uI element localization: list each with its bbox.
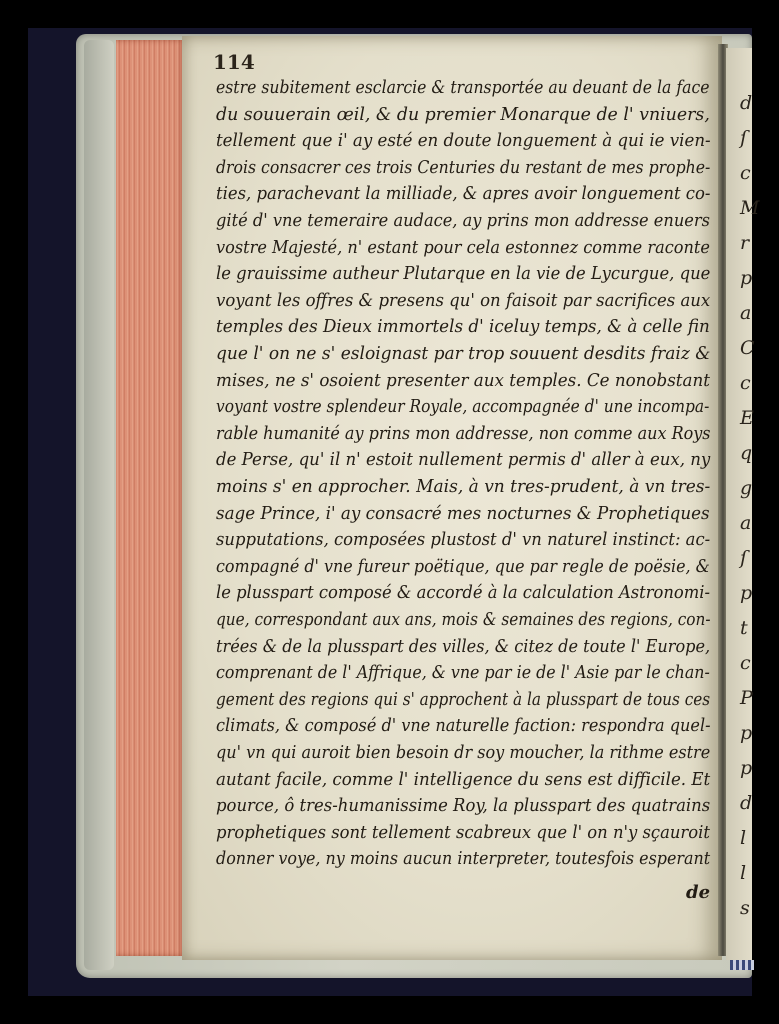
text-line: climats, & composé d' vne naturelle faction: respondra quel- bbox=[216, 716, 711, 737]
facing-page-letter: g bbox=[740, 477, 753, 499]
text-line: de Perse, qu' il n' estoit nullement permis d' aller à eux, ny bbox=[216, 450, 711, 471]
text-line: supputations, composées plustost d' vn naturel instinct: ac- bbox=[216, 530, 711, 551]
text-line: comprenant de l' Affrique, & vne par ie de l' Asie par le chan- bbox=[216, 663, 710, 684]
facing-page-letter: a bbox=[740, 302, 752, 324]
facing-page-letter: c bbox=[740, 372, 751, 394]
facing-page-letter: t bbox=[740, 617, 748, 639]
text-line: que l' on ne s' esloignast par trop souuent desdits fraiz & bbox=[216, 344, 711, 364]
text-line: autant facile, comme l' intelligence du sens est difficile. Et bbox=[216, 769, 711, 790]
text-line: temples des Dieux immortels d' iceluy temps, & à celle fin bbox=[216, 317, 710, 338]
text-line: que, correspondant aux ans, mois & semaines des regions, con- bbox=[216, 610, 711, 630]
text-line: gement des regions qui s' approchent à la plusspart de tous ces bbox=[216, 689, 711, 710]
facing-page-letter: d bbox=[740, 792, 753, 814]
text-line: voyant les offres & presens qu' on faisoit par sacrifices aux bbox=[216, 290, 711, 311]
text-line: trées & de la plusspart des villes, & citez de toute l' Europe, bbox=[216, 636, 711, 657]
text-line: drois consacrer ces trois Centuries du restant de mes prophe- bbox=[216, 157, 711, 178]
text-line: estre subitement esclarcie & transportée au deuant de la face bbox=[216, 78, 710, 98]
right-page-edge bbox=[726, 48, 760, 960]
text-line: donner voye, ny moins aucun interpreter, toutesfois esperant bbox=[216, 849, 711, 870]
text-line: sage Prince, i' ay consacré mes nocturnes & Prophetiques bbox=[216, 503, 710, 524]
text-line: tellement que i' ay esté en doute longuement à qui ie vien- bbox=[216, 131, 711, 152]
catchword: de bbox=[686, 882, 711, 903]
cover-spine-fold bbox=[84, 40, 114, 970]
bookmark-ribbon bbox=[730, 960, 754, 970]
text-line: pource, ô tres-humanissime Roy, la plusspart des quatrains bbox=[216, 796, 711, 817]
text-line: le grauissime autheur Plutarque en la vie de Lycurgue, que bbox=[216, 264, 711, 285]
facing-page-letter: ſ bbox=[740, 547, 748, 569]
facing-page-letter: s bbox=[740, 897, 750, 919]
text-line: vostre Majesté, n' estant pour cela estonnez comme raconte bbox=[216, 237, 710, 258]
text-line: gité d' vne temeraire audace, ay prins mon addresse enuers bbox=[216, 211, 710, 231]
facing-page-letter: C bbox=[740, 337, 755, 359]
text-line: moins s' en approcher. Mais, à vn tres-prudent, à vn tres- bbox=[216, 477, 711, 497]
text-line: du souuerain œil, & du premier Monarque de l' vniuers, bbox=[216, 104, 710, 125]
red-page-edges bbox=[116, 40, 186, 956]
facing-page-letter: E bbox=[740, 407, 754, 429]
text-line: rable humanité ay prins mon addresse, non comme aux Roys bbox=[216, 423, 711, 444]
facing-page-letter: P bbox=[740, 687, 753, 709]
text-line: voyant vostre splendeur Royale, accompagnée d' une incompa- bbox=[216, 397, 710, 418]
text-line: le plusspart composé & accordé à la calculation Astronomi- bbox=[216, 583, 710, 604]
facing-page-letter: c bbox=[740, 162, 751, 184]
page-number: 114 bbox=[213, 50, 255, 74]
facing-page-letter: d bbox=[740, 92, 753, 114]
text-line: prophetiques sont tellement scabreux que l' on n'y sçauroit bbox=[216, 822, 710, 843]
facing-page-letter: r bbox=[740, 232, 750, 254]
text-line: mises, ne s' osoient presenter aux temples. Ce nonobstant bbox=[216, 370, 710, 391]
facing-page-letter: l bbox=[740, 862, 747, 884]
facing-page-letter: p bbox=[740, 582, 753, 604]
text-line: qu' vn qui auroit bien besoin dr soy moucher, la rithme estre bbox=[216, 743, 711, 763]
facing-page-letter: a bbox=[740, 512, 752, 534]
facing-page-letter: l bbox=[740, 827, 747, 849]
facing-page-letter: ſ bbox=[740, 127, 748, 149]
text-line: compagné d' vne fureur poëtique, que par regle de poësie, & bbox=[216, 556, 710, 577]
facing-page-letter: q bbox=[740, 442, 753, 464]
text-line: ties, parachevant la milliade, & apres avoir longuement co- bbox=[216, 184, 711, 205]
facing-page-letter: M bbox=[740, 197, 760, 219]
facing-page-letter: p bbox=[740, 757, 753, 779]
facing-page-letter: p bbox=[740, 267, 753, 289]
facing-page-letter: p bbox=[740, 722, 753, 744]
facing-page-letter: c bbox=[740, 652, 751, 674]
